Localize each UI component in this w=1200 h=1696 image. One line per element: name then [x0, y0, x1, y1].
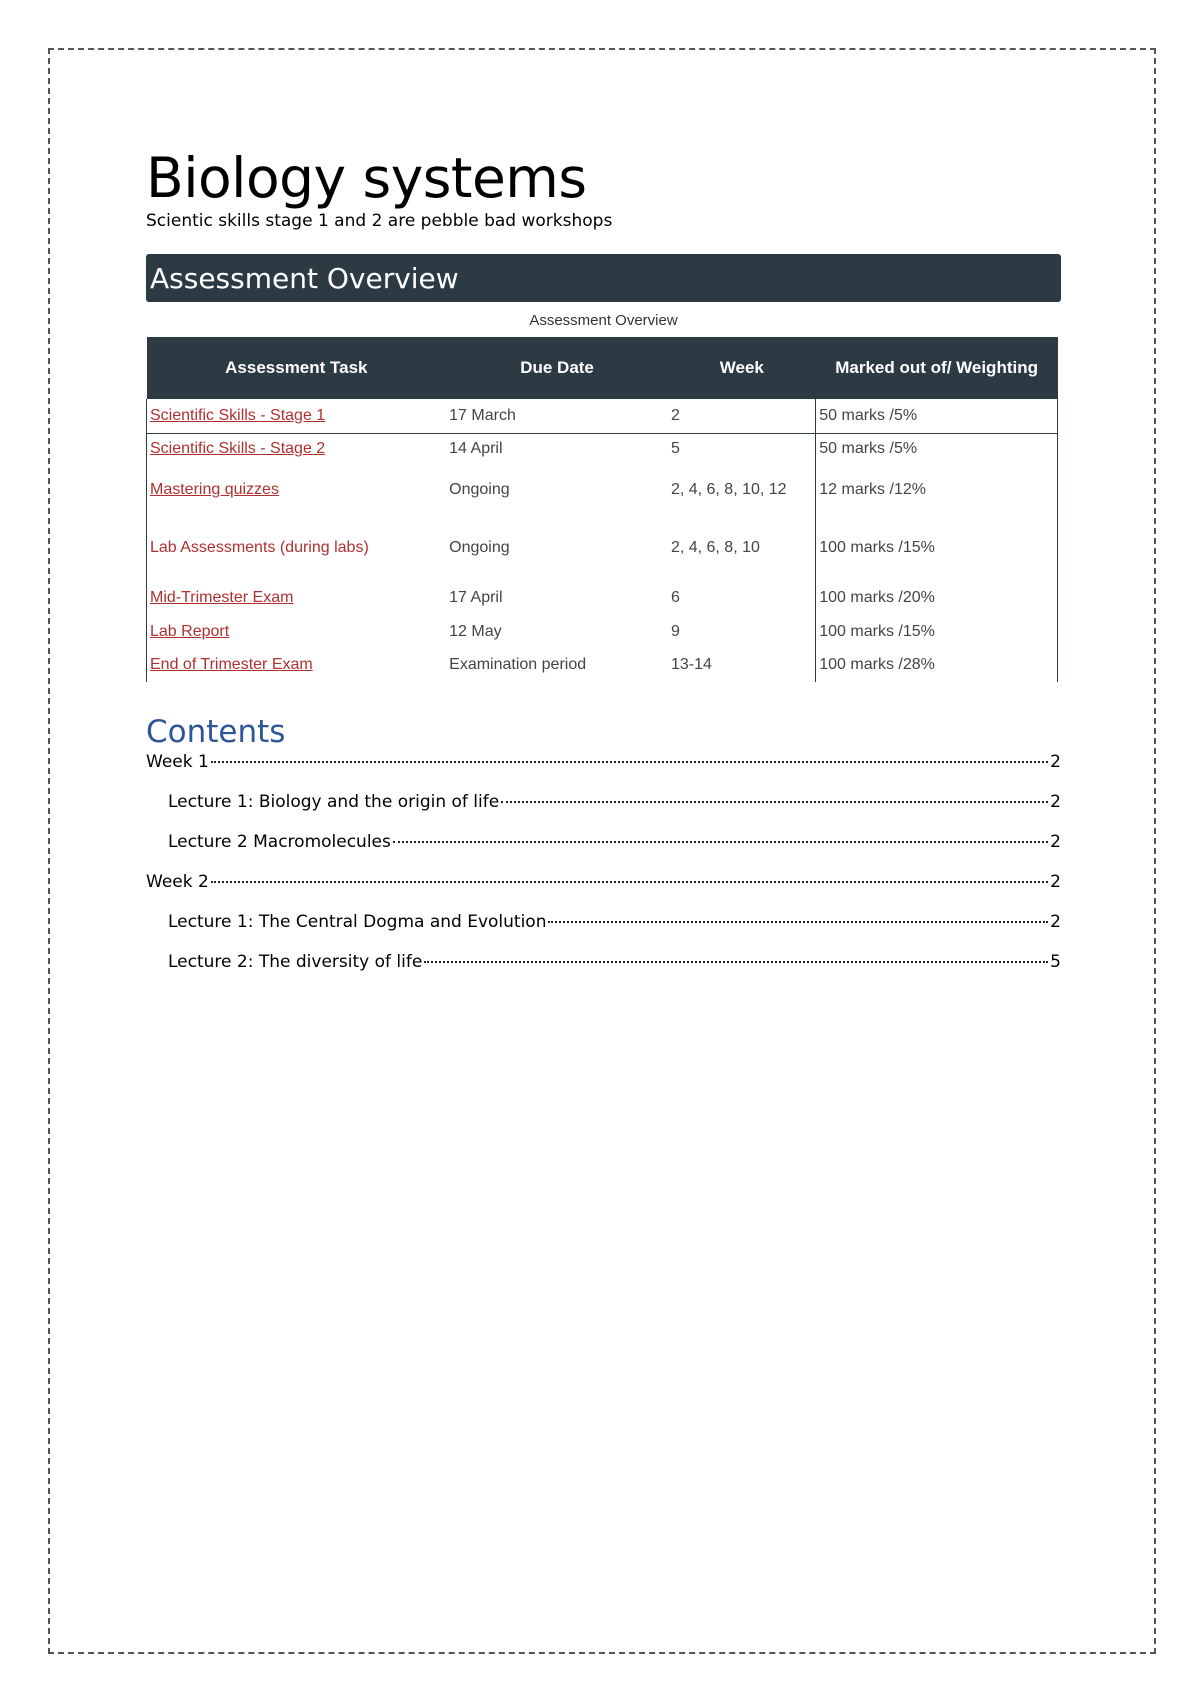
table-row: [147, 615, 1058, 648]
toc-dot-leader: [393, 841, 1048, 843]
week-cell: 2: [668, 399, 816, 433]
toc-page-number: 2: [1050, 792, 1061, 812]
assessment-overview-heading: [146, 254, 1061, 302]
table-row: [147, 581, 1058, 615]
column-header-week: Week: [668, 337, 816, 399]
toc-dot-leader: [211, 761, 1048, 763]
weighting-cell: 50 marks /5%: [816, 399, 1058, 433]
column-header-task: Assessment Task: [147, 337, 447, 399]
weighting-cell: 100 marks /15%: [816, 515, 1058, 581]
task-link-mastering-quizzes[interactable]: Mastering quizzes: [150, 481, 279, 498]
due-date-cell: Ongoing: [449, 481, 510, 498]
weighting-cell: 100 marks /20%: [816, 581, 1058, 615]
week-cell: 6: [670, 589, 680, 606]
toc-dot-leader: [501, 801, 1048, 803]
weighting-cell: 50 marks /5%: [816, 433, 1058, 465]
column-header-weighting: Marked out of/ Weighting: [816, 337, 1058, 399]
toc-entry-lecture-2-diversity-of-life[interactable]: [146, 952, 1061, 992]
task-link-scientific-skills-2[interactable]: Scientific Skills - Stage 2: [150, 440, 326, 458]
task-link-mid-trimester-exam[interactable]: Mid-Trimester Exam: [150, 589, 294, 606]
table-header-row: [147, 337, 1058, 399]
week-cell: 2, 4, 6, 8, 10, 12: [670, 481, 787, 498]
table-caption: Assessment Overview: [529, 312, 678, 329]
weighting-cell: 12 marks /12%: [816, 465, 1058, 515]
task-link-end-of-trimester-exam[interactable]: End of Trimester Exam: [150, 656, 313, 673]
due-date-cell: 17 March: [446, 399, 668, 433]
toc-dot-leader: [548, 921, 1048, 923]
assessment-table: [146, 337, 1058, 682]
toc-page-number: 2: [1050, 872, 1061, 892]
task-link-scientific-skills-1[interactable]: Scientific Skills - Stage 1: [150, 406, 326, 424]
toc-entry-label: Week 1: [146, 752, 209, 772]
due-date-cell: 17 April: [449, 589, 503, 606]
toc-entry-lecture-1-central-dogma[interactable]: [146, 912, 1061, 952]
week-cell: 5: [670, 440, 680, 458]
toc-dot-leader: [424, 961, 1048, 963]
toc-entry-lecture-2-macromolecules[interactable]: [146, 832, 1061, 872]
week-cell: 9: [670, 622, 680, 640]
due-date-cell: Examination period: [449, 656, 587, 673]
toc-page-number: 5: [1050, 952, 1061, 972]
toc-entry-label: Lecture 1: The Central Dogma and Evolution: [168, 912, 547, 932]
weighting-cell: 100 marks /15%: [816, 615, 1058, 648]
toc-entry-label: Week 2: [146, 872, 209, 892]
toc-page-number: 2: [1050, 832, 1061, 852]
week-cell: 2, 4, 6, 8, 10: [670, 539, 760, 556]
document-body: [146, 146, 1061, 992]
table-row: [147, 465, 1058, 515]
table-row: [147, 515, 1058, 581]
assessment-overview-heading-text: Assessment Overview: [150, 261, 459, 295]
table-row: [147, 433, 1058, 465]
due-date-cell: 14 April: [449, 440, 503, 458]
column-header-due-date: Due Date: [446, 337, 668, 399]
toc-entry-label: Lecture 1: Biology and the origin of life: [168, 792, 500, 812]
toc-entry-label: Lecture 2: The diversity of life: [168, 952, 423, 972]
toc-entry-week-2[interactable]: [146, 872, 1061, 912]
toc-dot-leader: [211, 881, 1048, 883]
toc-page-number: 2: [1050, 752, 1061, 772]
contents-heading: Contents: [146, 714, 286, 750]
weighting-cell: 100 marks /28%: [816, 648, 1058, 682]
due-date-cell: 12 May: [449, 622, 502, 640]
due-date-cell: Ongoing: [449, 539, 510, 556]
task-lab-assessments: Lab Assessments (during labs): [150, 539, 369, 556]
toc-entry-label: Lecture 2 Macromolecules: [168, 832, 391, 852]
toc-entry-lecture-1-origin-of-life[interactable]: [146, 792, 1061, 832]
table-of-contents: [146, 752, 1061, 992]
table-row: [147, 648, 1058, 682]
week-cell: 13-14: [670, 656, 712, 673]
document-title: Biology systems: [146, 146, 587, 210]
toc-entry-week-1[interactable]: [146, 752, 1061, 792]
table-row: [147, 399, 1058, 433]
task-link-lab-report[interactable]: Lab Report: [150, 622, 230, 640]
document-subtitle: Scientic skills stage 1 and 2 are pebble bad workshops: [146, 211, 613, 231]
toc-page-number: 2: [1050, 912, 1061, 932]
